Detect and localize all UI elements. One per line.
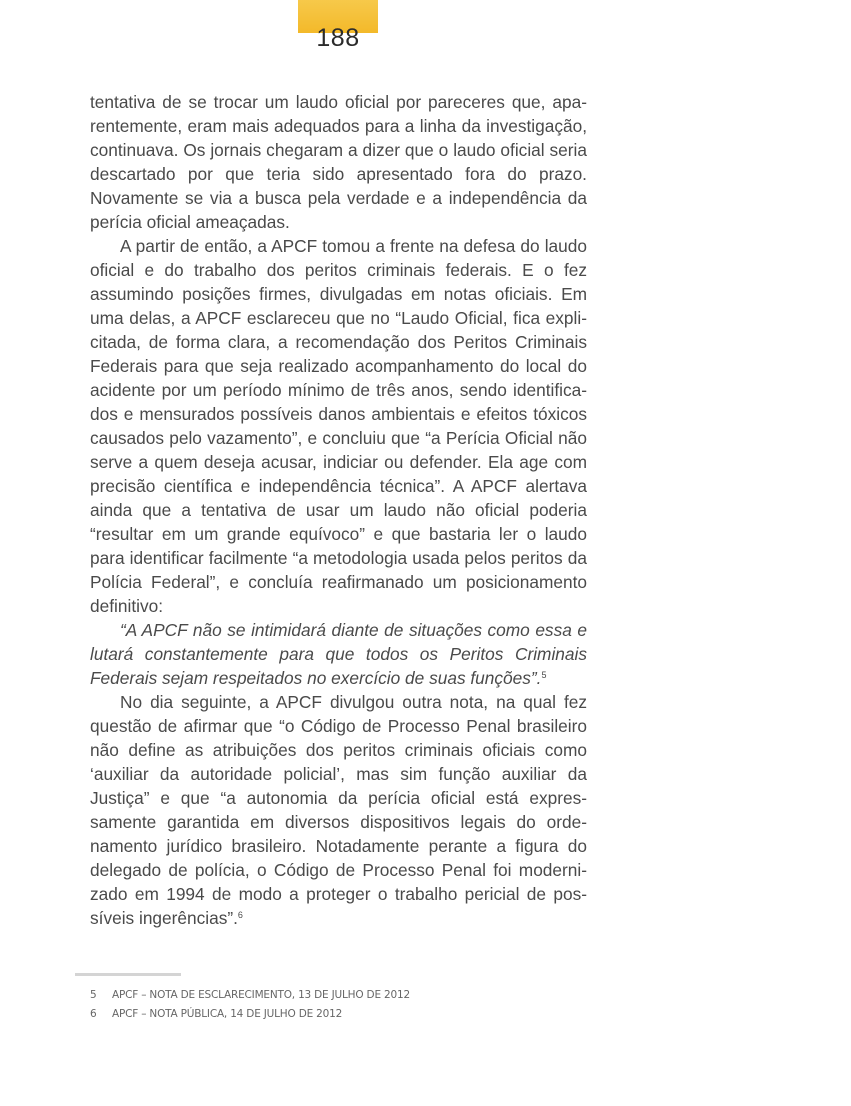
footnote-text: APCF – NOTA PÚBLICA, 14 DE JULHO DE 2012 — [112, 1008, 343, 1020]
footnote-divider — [75, 973, 181, 976]
paragraph — [90, 690, 587, 930]
footnote-ref[interactable]: 5 — [541, 670, 547, 680]
footnote-number: 6 — [90, 1008, 97, 1020]
body-text — [90, 90, 587, 930]
paragraph-text: No dia seguinte, a APCF divulgou outra nota, na qual fez questão de afirmar que “o Código de Processo Penal brasileiro não define as atribuições dos peritos criminais oficiais como ‘auxiliar da autoridade policial’, mas sim função auxiliar da Justiça” e que “a autonomia da perícia oficial está expressamente garantida em diversos dispositivos legais do ordenamento jurídico brasileiro. Notadamente perante a figura do delegado de polícia, o Código de Processo Penal foi modernizado em 1994 de modo a proteger o trabalho pericial de possíveis ingerências”. — [90, 692, 587, 928]
page-number: 188 — [316, 24, 360, 52]
footnotes — [90, 986, 690, 1024]
paragraph: A partir de então, a APCF tomou a frente na defesa do laudo oficial e do trabalho dos peritos criminais federais. E o fez assumindo posições firmes, divulgadas em notas oficiais. Em uma delas, a APCF esclareceu que no “Laudo Oficial, fica explicitada, de forma clara, a recomendação dos Peritos Criminais Federais para que seja realizado acompanhamento do local do acidente por um período mínimo de três anos, sendo identificados e mensurados possíveis danos ambientais e efeitos tóxicos causados pelo vazamento”, e concluiu que “a Perícia Oficial não serve a quem deseja acusar, indiciar ou defender. Ela age com precisão científica e independência técnica”. A APCF alertava ainda que a tentativa de usar um laudo não oficial poderia “resultar em um grande equívoco” e que bastaria ler o laudo para identificar facilmente “a metodologia usada pelos peritos da Polícia Federal”, e concluía reafirmanado um posicionamento definitivo: — [90, 236, 587, 616]
paragraph: tentativa de se trocar um laudo oficial por pareceres que, aparentemente, eram mais adequados para a linha da investigação, continuava. Os jornais chegaram a dizer que o laudo oficial seria descartado por que teria sido apresentado fora do prazo. Novamente se via a busca pela verdade e a independência da perícia oficial ameaçadas. — [90, 92, 587, 232]
footnote — [90, 1005, 690, 1024]
footnote-number: 5 — [90, 989, 97, 1001]
footnote-text: APCF – NOTA DE ESCLARECIMENTO, 13 DE JULHO DE 2012 — [112, 989, 410, 1001]
footnote-ref[interactable]: 6 — [237, 910, 243, 920]
footnote — [90, 986, 690, 1005]
quote-text: “A APCF não se intimidará diante de situações como essa e lutará constantemente para que todos os Peritos Criminais Federais sejam respeitados no exercício de suas funções”. — [90, 620, 587, 688]
block-quote — [90, 618, 587, 690]
